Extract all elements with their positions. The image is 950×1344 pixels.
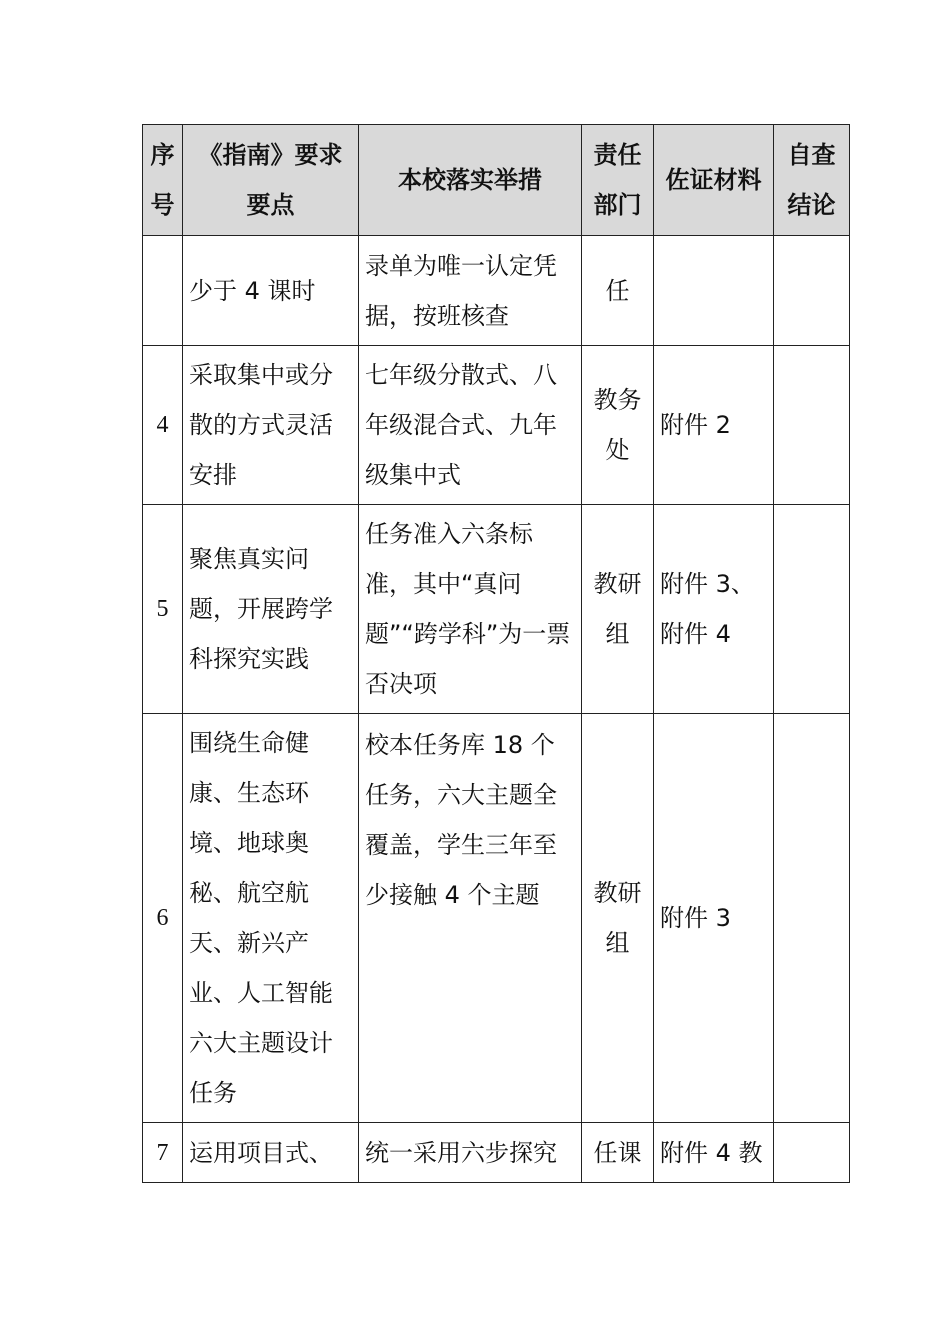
- table-row: [143, 236, 850, 346]
- row-guide: [183, 505, 359, 714]
- row-guide: [183, 346, 359, 505]
- row-measures: 统一采用六步探究: [359, 1123, 582, 1183]
- row-seq: 4: [143, 346, 183, 505]
- row-measures: [359, 714, 582, 1123]
- row-dept-text: 教研组: [593, 879, 642, 957]
- row-dept: [582, 714, 654, 1123]
- row-guide-text: 少于 4 课时: [189, 276, 316, 305]
- header-dept: 责任部门: [582, 125, 654, 236]
- table-row: [143, 714, 850, 1123]
- row-evidence: [654, 236, 774, 346]
- row-guide: [183, 714, 359, 1123]
- row-evidence-text: 附件 3、附件 4: [660, 570, 755, 648]
- row-conclusion: [774, 346, 850, 505]
- row-seq: [143, 236, 183, 346]
- row-evidence: 附件 4 教: [654, 1123, 774, 1183]
- row-dept: 任课: [582, 1123, 654, 1183]
- row-seq: 7: [143, 1123, 183, 1183]
- header-guide: 《指南》要求要点: [183, 125, 359, 236]
- header-seq: 序号: [143, 125, 183, 236]
- row-dept-text: 教务处: [593, 386, 642, 464]
- row-guide-text: 围绕生命健康、生态环境、地球奥秘、航空航天、新兴产业、人工智能六大主题设计任务: [189, 729, 333, 1107]
- row-measures: [359, 236, 582, 346]
- table-row: [143, 346, 850, 505]
- row-measures: [359, 346, 582, 505]
- row-measures-text: 校本任务库 18 个任务，六大主题全覆盖，学生三年至少接触 4 个主题: [365, 731, 557, 909]
- row-conclusion: [774, 1123, 850, 1183]
- self-check-table: [142, 124, 850, 1183]
- row-measures: [359, 505, 582, 714]
- row-evidence: 附件 2: [654, 346, 774, 505]
- row-dept-text: 教研组: [593, 570, 642, 648]
- row-conclusion: [774, 505, 850, 714]
- row-dept: [582, 505, 654, 714]
- row-conclusion: [774, 714, 850, 1123]
- row-guide: 运用项目式、: [183, 1123, 359, 1183]
- row-evidence: 附件 3: [654, 714, 774, 1123]
- table-row: [143, 505, 850, 714]
- row-guide-text: 采取集中或分散的方式灵活安排: [189, 361, 333, 489]
- table-row: [143, 1123, 850, 1183]
- row-measures-text: 任务准入六条标准，其中“真问题”“跨学科”为一票否决项: [365, 520, 571, 698]
- header-conclusion: 自查结论: [774, 125, 850, 236]
- row-guide: [183, 236, 359, 346]
- row-guide-text: 聚焦真实问题，开展跨学科探究实践: [189, 545, 333, 673]
- header-evidence: 佐证材料: [654, 125, 774, 236]
- row-seq: 6: [143, 714, 183, 1123]
- row-dept: [582, 346, 654, 505]
- row-measures-text: 录单为唯一认定凭据，按班核查: [365, 251, 557, 330]
- row-evidence: [654, 505, 774, 714]
- row-conclusion: [774, 236, 850, 346]
- row-seq: 5: [143, 505, 183, 714]
- row-dept: 任: [582, 236, 654, 346]
- row-measures-text: 七年级分散式、八年级混合式、九年级集中式: [365, 361, 557, 489]
- header-row: [143, 125, 850, 236]
- header-measures: 本校落实举措: [359, 125, 582, 236]
